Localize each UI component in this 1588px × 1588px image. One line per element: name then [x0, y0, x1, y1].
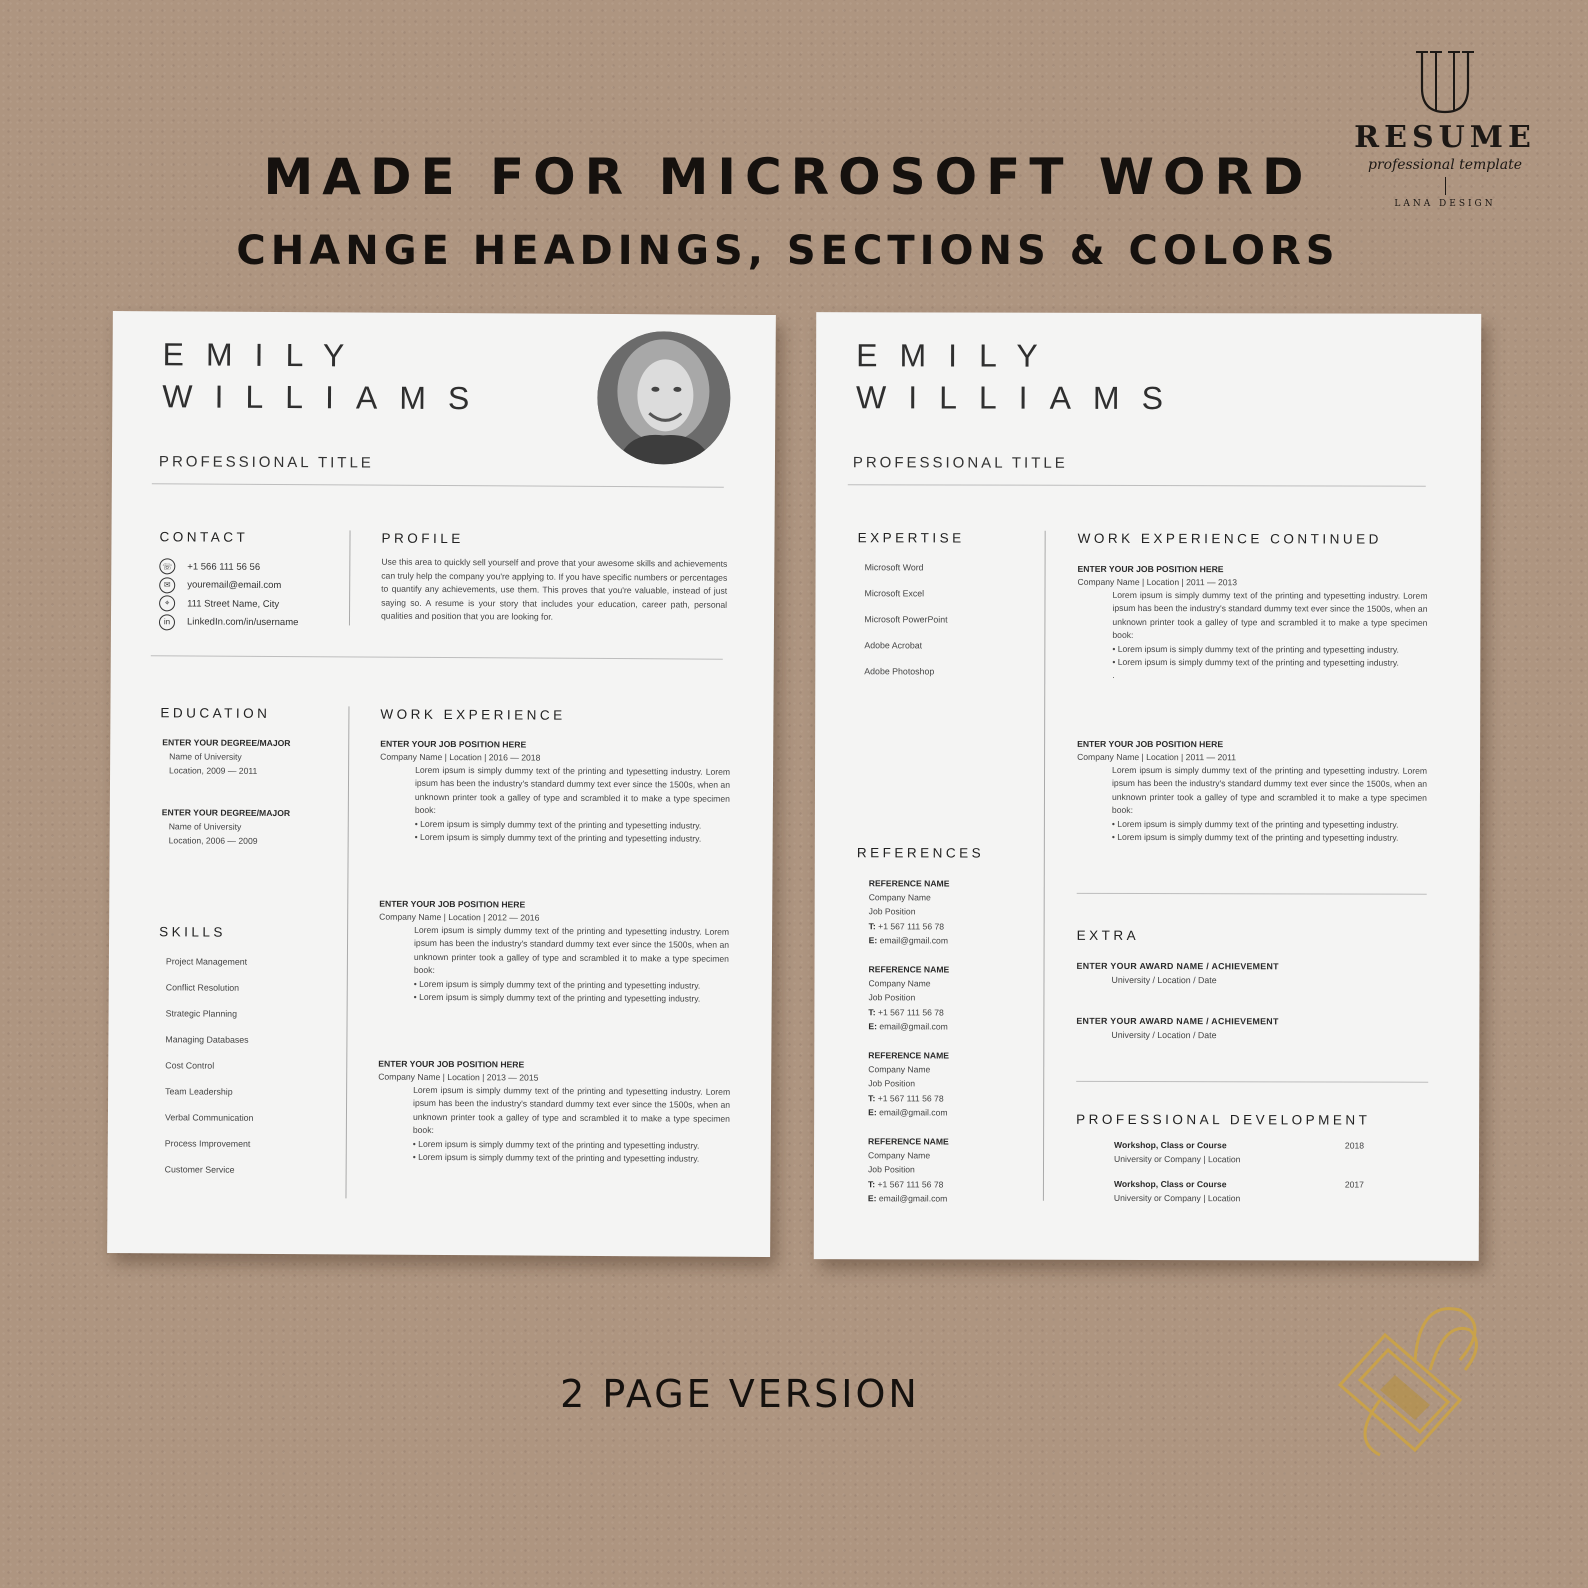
body-divider — [345, 706, 349, 1198]
location-pin-icon: ⌖ — [159, 596, 175, 612]
header-divider — [848, 484, 1426, 487]
skill-item: Strategic Planning — [165, 1008, 238, 1019]
email-label: E: — [867, 1193, 877, 1204]
reference-email: email@gmail.com — [876, 1107, 948, 1118]
phone-label: T: — [868, 920, 876, 931]
job-title: ENTER YOUR JOB POSITION HERE — [378, 1058, 525, 1070]
job-bullet: • Lorem ipsum is simply dummy text of the printing and typesetting industry. — [1112, 643, 1399, 655]
reference-entry — [868, 1134, 949, 1205]
education-entry — [162, 735, 291, 778]
skill-item: Cost Control — [165, 1060, 215, 1071]
job-title: ENTER YOUR JOB POSITION HERE — [379, 898, 526, 910]
resume-page-2 — [814, 312, 1481, 1261]
skills-heading: SKILLS — [159, 924, 226, 940]
degree-title: ENTER YOUR DEGREE/MAJOR — [161, 807, 291, 819]
brand-logo — [1352, 48, 1538, 209]
header-divider — [152, 483, 724, 487]
u-monogram-icon — [1414, 48, 1476, 116]
skill-item: Managing Databases — [165, 1034, 249, 1045]
development-entry — [1114, 1138, 1364, 1167]
contact-phone — [159, 557, 299, 576]
course-org: University or Company | Location — [1114, 1153, 1241, 1165]
reference-entry — [868, 1048, 949, 1119]
award-detail: University / Location / Date — [1111, 974, 1217, 986]
linkedin-text: LinkedIn.com/in/username — [186, 616, 299, 629]
contact-divider — [349, 530, 351, 625]
award-title: ENTER YOUR AWARD NAME / ACHIEVEMENT — [1076, 960, 1279, 972]
job-company: Company Name | Location | 2011 — 2011 — [1077, 751, 1237, 763]
job-description: Lorem ipsum is simply dummy text of the printing and typesetting industry. Lorem ipsum has been the industry's standard dummy text ever since the 1500s, when an unknown printer took a galley of type and scrambled it to make a type specimen book: — [1112, 589, 1428, 641]
job-bullet: • Lorem ipsum is simply dummy text of the printing and typesetting industry. — [1111, 831, 1399, 843]
reference-position: Job Position — [868, 906, 916, 917]
last-name: WILLIAMS — [162, 378, 492, 417]
education-entry — [162, 805, 291, 848]
job-company: Company Name | Location | 2013 — 2015 — [378, 1071, 539, 1083]
work-continued-heading: WORK EXPERIENCE CONTINUED — [1077, 530, 1382, 547]
headline-sub: CHANGE HEADINGS, SECTIONS & COLORS — [236, 228, 1340, 274]
job-bullet: • Lorem ipsum is simply dummy text of the printing and typesetting industry. — [412, 1151, 700, 1164]
contact-heading: CONTACT — [159, 529, 249, 545]
reference-name: REFERENCE NAME — [868, 878, 950, 889]
extra-heading: EXTRA — [1076, 927, 1140, 943]
job-company: Company Name | Location | 2012 — 2016 — [379, 911, 540, 923]
first-name: EMILY — [162, 336, 367, 374]
logo-subtitle: professional template — [1368, 157, 1522, 173]
reference-name: REFERENCE NAME — [868, 1136, 949, 1147]
job-bullet-empty: . — [1112, 670, 1115, 681]
job-bullet: • Lorem ipsum is simply dummy text of the printing and typesetting industry. — [412, 1138, 700, 1151]
job-description: Lorem ipsum is simply dummy text of the printing and typesetting industry. Lorem ipsum has been the industry's standard dummy text ever since the 1500s, when an unknown printer took a galley of type and scrambled it to make a type specimen book: — [1111, 764, 1428, 816]
award-title: ENTER YOUR AWARD NAME / ACHIEVEMENT — [1076, 1015, 1279, 1027]
job-bullet: • Lorem ipsum is simply dummy text of the printing and typesetting industry. — [414, 831, 702, 844]
job-title: ENTER YOUR JOB POSITION HERE — [1077, 738, 1224, 750]
expertise-item: Adobe Photoshop — [864, 666, 935, 677]
skill-item: Team Leadership — [165, 1086, 233, 1097]
phone-text: +1 566 111 56 56 — [187, 561, 261, 573]
reference-entry — [869, 876, 950, 947]
award-entry — [1076, 959, 1278, 988]
work-heading: WORK EXPERIENCE — [380, 706, 566, 723]
expertise-list — [864, 554, 947, 684]
course-year: 2017 — [1344, 1179, 1364, 1190]
first-name: EMILY — [856, 337, 1060, 374]
professional-title: PROFESSIONAL TITLE — [158, 453, 374, 472]
skill-item: Process Improvement — [164, 1138, 251, 1149]
development-entry — [1114, 1177, 1364, 1206]
school-detail: Location, 2009 — 2011 — [169, 765, 258, 776]
phone-icon: ☏ — [159, 559, 175, 575]
email-text: youremail@email.com — [187, 579, 282, 592]
skill-item: Verbal Communication — [164, 1112, 254, 1123]
award-detail: University / Location / Date — [1111, 1029, 1217, 1041]
email-label: E: — [868, 1107, 877, 1118]
professional-development-heading: PROFESSIONAL DEVELOPMENT — [1076, 1111, 1371, 1128]
skill-item: Customer Service — [164, 1164, 235, 1175]
reference-name: REFERENCE NAME — [868, 1050, 950, 1061]
work-divider — [1077, 893, 1427, 895]
reference-position: Job Position — [867, 1164, 915, 1175]
job-bullet: • Lorem ipsum is simply dummy text of the printing and typesetting industry. — [414, 818, 702, 831]
address-text: 111 Street Name, City — [187, 598, 280, 610]
body-divider — [1043, 531, 1046, 1201]
references-heading: REFERENCES — [856, 845, 985, 861]
school-detail: Location, 2006 — 2009 — [168, 835, 258, 846]
portrait-avatar — [597, 331, 731, 465]
job-description: Lorem ipsum is simply dummy text of the printing and typesetting industry. Lorem ipsum has been the industry's standard dummy text ever since the 1500s, when an unknown printer took a galley of type and scrambled it to make a type specimen book: — [412, 1084, 731, 1136]
award-entry — [1076, 1014, 1278, 1043]
extra-divider — [1076, 1081, 1428, 1083]
reference-company: Company Name — [868, 892, 931, 903]
expertise-item: Microsoft Excel — [864, 588, 925, 599]
job-entry — [379, 897, 730, 1007]
logo-designer: LANA DESIGN — [1394, 199, 1496, 209]
profile-photo — [597, 331, 731, 465]
reference-email: email@gmail.com — [877, 935, 949, 946]
job-bullet: • Lorem ipsum is simply dummy text of the printing and typesetting industry. — [413, 991, 701, 1004]
education-heading: EDUCATION — [160, 705, 271, 721]
skill-item: Project Management — [165, 956, 248, 967]
job-title: ENTER YOUR JOB POSITION HERE — [1077, 563, 1224, 575]
reference-phone: +1 567 111 56 78 — [875, 1092, 944, 1104]
reference-entry — [868, 962, 949, 1033]
school-name: Name of University — [169, 751, 242, 762]
profile-heading: PROFILE — [381, 530, 464, 547]
course-title: Workshop, Class or Course — [1114, 1139, 1227, 1151]
reference-position: Job Position — [868, 1078, 916, 1089]
phone-label: T: — [868, 1006, 876, 1017]
email-label: E: — [868, 1021, 877, 1032]
job-bullet: • Lorem ipsum is simply dummy text of the printing and typesetting industry. — [1112, 656, 1399, 668]
school-name: Name of University — [168, 821, 242, 832]
skill-item: Conflict Resolution — [165, 982, 240, 993]
logo-wordmark: RESUME — [1354, 120, 1536, 155]
reference-phone: +1 567 111 56 78 — [875, 1006, 944, 1018]
reference-company: Company Name — [868, 1064, 931, 1075]
course-org: University or Company | Location — [1113, 1192, 1241, 1204]
reference-phone: +1 567 111 56 78 — [875, 920, 945, 932]
course-year: 2018 — [1344, 1140, 1365, 1151]
expertise-heading: EXPERTISE — [857, 530, 965, 546]
reference-company: Company Name — [868, 1150, 931, 1161]
job-bullet: • Lorem ipsum is simply dummy text of the printing and typesetting industry. — [413, 978, 701, 991]
course-title: Workshop, Class or Course — [1113, 1178, 1227, 1190]
job-entry — [1077, 562, 1427, 684]
headline-main: MADE FOR MICROSOFT WORD — [263, 148, 1313, 206]
expertise-item: Adobe Acrobat — [864, 640, 923, 651]
last-name: WILLIAMS — [855, 379, 1185, 417]
job-description: Lorem ipsum is simply dummy text of the printing and typesetting industry. Lorem ipsum has been the industry's standard dummy text ever since the 1500s, when an unknown printer took a galley of type and scrambled it to make a type specimen book: — [414, 764, 731, 816]
skills-list — [165, 948, 255, 1183]
degree-title: ENTER YOUR DEGREE/MAJOR — [162, 737, 291, 749]
email-label: E: — [868, 935, 878, 946]
job-company: Company Name | Location | 2011 — 2013 — [1077, 576, 1238, 588]
linkedin-icon: in — [159, 614, 175, 630]
phone-label: T: — [868, 1092, 876, 1103]
reference-email: email@gmail.com — [876, 1193, 948, 1204]
contact-address — [159, 594, 299, 613]
job-entry — [1077, 737, 1427, 845]
profile-text: Use this area to quickly sell yourself and prove that your awesome skills and achievements can truly help the company you're applying to. If you have specific numbers or percentages to quantify any achievements, use them. This proves that you're valuable, instead of just saying so. A resume is your story that includes your education, career path, personal qualities and position that you are looking for. — [380, 556, 728, 623]
reference-name: REFERENCE NAME — [868, 964, 950, 975]
reference-phone: +1 567 111 56 78 — [875, 1178, 944, 1190]
job-bullet: • Lorem ipsum is simply dummy text of the printing and typesetting industry. — [1111, 818, 1399, 830]
profile-divider — [151, 655, 723, 659]
contact-email — [159, 576, 299, 595]
expertise-item: Microsoft Word — [864, 562, 924, 573]
logo-divider — [1445, 177, 1446, 195]
reference-company: Company Name — [868, 978, 931, 989]
professional-title: PROFESSIONAL TITLE — [852, 454, 1068, 472]
resume-page-1 — [107, 311, 776, 1257]
reference-email: email@gmail.com — [876, 1021, 948, 1032]
contact-linkedin — [159, 613, 299, 632]
job-company: Company Name | Location | 2016 — 2018 — [380, 751, 541, 763]
job-description: Lorem ipsum is simply dummy text of the printing and typesetting industry. Lorem ipsum has been the industry's standard dummy text ever since the 1500s, when an unknown printer took a galley of type and scrambled it to make a type specimen book: — [413, 924, 730, 976]
job-title: ENTER YOUR JOB POSITION HERE — [380, 738, 527, 750]
expertise-item: Microsoft PowerPoint — [864, 614, 948, 625]
job-entry — [380, 737, 731, 847]
job-entry — [378, 1057, 731, 1167]
contact-list — [159, 557, 299, 632]
reference-position: Job Position — [868, 992, 916, 1003]
page-version-caption: 2 PAGE VERSION — [560, 1372, 920, 1416]
mail-icon: ✉ — [159, 577, 175, 593]
phone-label: T: — [867, 1178, 876, 1189]
